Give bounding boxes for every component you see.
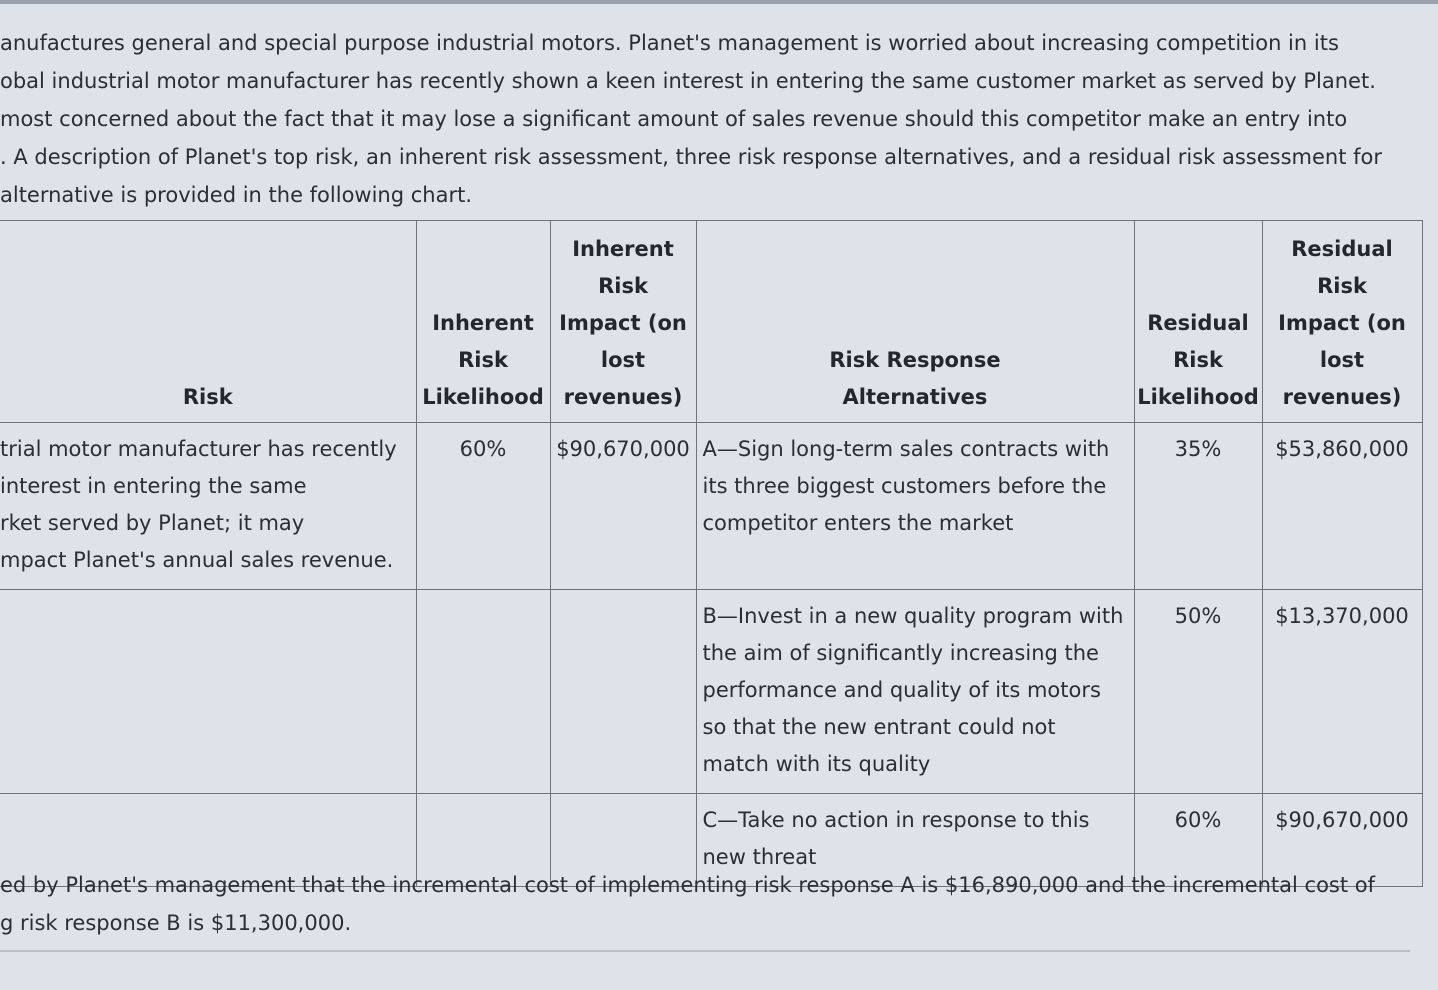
residual-likelihood-a-cell: 35% [1134, 423, 1262, 590]
outro-line: ed by Planet's management that the incremental cost of implementing risk response A is $16,890,000 and the incremental cost of [0, 873, 1376, 897]
intro-line: anufactures general and special purpose industrial motors. Planet's management is worried about increasing competition in its [0, 31, 1339, 55]
risk-assessment-table [0, 220, 1423, 887]
header-line: Risk [458, 348, 508, 372]
risk-line: trial motor manufacturer has recently [0, 437, 397, 461]
top-border [0, 0, 1438, 4]
table-header-row [0, 221, 1422, 423]
intro-line: alternative is provided in the following chart. [0, 183, 473, 207]
header-inherent-impact [550, 221, 696, 423]
header-residual-impact [1262, 221, 1422, 423]
header-line: Likelihood [1137, 385, 1259, 409]
risk-description-cell [0, 423, 416, 590]
header-line: Impact (on [559, 311, 687, 335]
header-line: Inherent [432, 311, 534, 335]
inherent-likelihood-cell: 60% [416, 423, 550, 590]
empty-cell [0, 590, 416, 794]
header-line: revenues) [563, 385, 683, 409]
header-alternatives [696, 221, 1134, 423]
header-line: Inherent [572, 237, 674, 261]
alternative-c-cell: C—Take no action in response to this new threat [696, 794, 1134, 887]
alternative-a-cell: A—Sign long-term sales contracts with its three biggest customers before the competitor enters the market [696, 423, 1134, 590]
header-line: Residual [1291, 237, 1393, 261]
risk-line: rket served by Planet; it may [0, 511, 305, 535]
header-line: revenues) [1282, 385, 1402, 409]
residual-likelihood-c-cell: 60% [1134, 794, 1262, 887]
intro-line: most concerned about the fact that it may lose a significant amount of sales revenue should this competitor make an entry into [0, 107, 1348, 131]
header-risk [0, 221, 416, 423]
table-row [0, 590, 1422, 794]
header-line: Risk [598, 274, 648, 298]
residual-impact-c-cell: $90,670,000 [1262, 794, 1422, 887]
header-line: Risk [1317, 274, 1367, 298]
cost-note-paragraph [0, 866, 1430, 942]
outro-line: g risk response B is $11,300,000. [0, 911, 352, 935]
intro-paragraph [0, 24, 1430, 214]
header-line: Residual [1147, 311, 1249, 335]
residual-impact-a-cell: $53,860,000 [1262, 423, 1422, 590]
table-row [0, 423, 1422, 590]
header-line: Likelihood [422, 385, 544, 409]
header-line: Impact (on [1278, 311, 1406, 335]
alternative-b-cell: B—Invest in a new quality program with the aim of significantly increasing the performance and quality of its motors so that the new entrant could not match with its quality [696, 590, 1134, 794]
empty-cell [416, 590, 550, 794]
header-inherent-likelihood [416, 221, 550, 423]
intro-line: . A description of Planet's top risk, an inherent risk assessment, three risk response alternatives, and a residual risk assessment for [0, 145, 1383, 169]
inherent-impact-cell: $90,670,000 [550, 423, 696, 590]
header-line: Risk [1173, 348, 1223, 372]
residual-likelihood-b-cell: 50% [1134, 590, 1262, 794]
empty-cell [550, 590, 696, 794]
header-line: lost [1319, 348, 1365, 372]
risk-line: mpact Planet's annual sales revenue. [0, 548, 394, 572]
divider [0, 950, 1410, 952]
header-line: Alternatives [842, 385, 988, 409]
header-residual-likelihood [1134, 221, 1262, 423]
residual-impact-b-cell: $13,370,000 [1262, 590, 1422, 794]
header-line: Risk Response [829, 348, 1001, 372]
risk-line: interest in entering the same [0, 474, 307, 498]
header-risk-label: Risk [182, 385, 233, 409]
header-line: lost [600, 348, 646, 372]
intro-line: obal industrial motor manufacturer has recently shown a keen interest in entering the same customer market as served by Planet. [0, 69, 1376, 93]
